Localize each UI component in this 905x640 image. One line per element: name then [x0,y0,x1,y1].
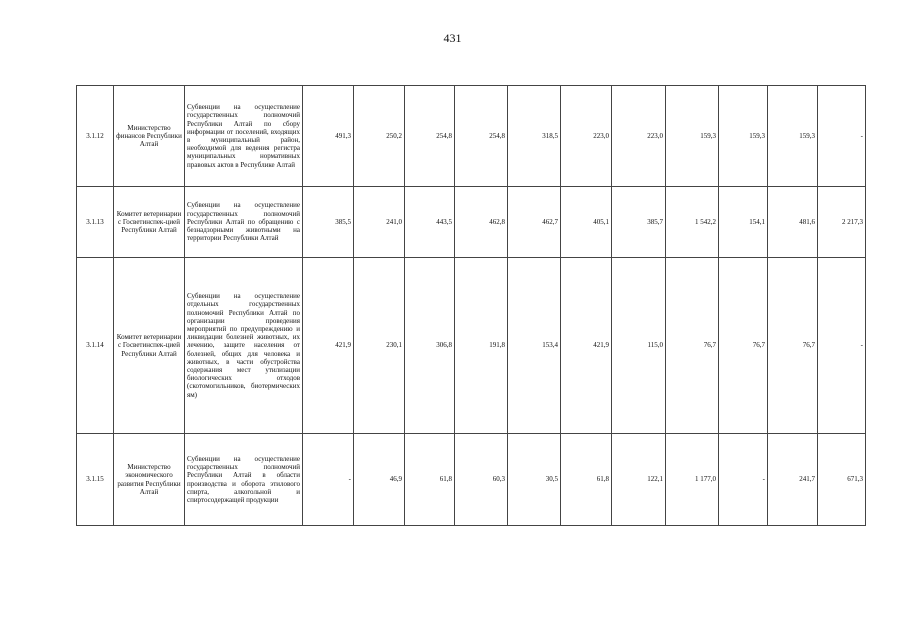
table-row [77,434,866,526]
value-cell: 241,0 [354,187,405,258]
description-cell: Субвенции на осуществление государственных полномочий Республики Алтай в области производства и оборота этилового спирта, алкогольной и спиртосодержащей продукции [185,434,303,526]
value-cell: 223,0 [561,86,612,187]
value-cell: 385,7 [612,187,666,258]
table-row [77,187,866,258]
value-cell: 385,5 [303,187,354,258]
table-row [77,258,866,434]
value-cell: 2 217,3 [818,187,866,258]
row-number: 3.1.12 [77,86,114,187]
organization-cell: Комитет ветеринарии с Госветинспек-цией Республики Алтай [114,258,185,434]
value-cell: 61,8 [405,434,455,526]
value-cell: 154,1 [719,187,768,258]
value-cell: 671,3 [818,434,866,526]
value-cell: 30,5 [508,434,561,526]
value-cell: 191,8 [455,258,508,434]
value-cell: 76,7 [768,258,818,434]
value-cell: 115,0 [612,258,666,434]
value-cell: 159,3 [666,86,719,187]
value-cell: 46,9 [354,434,405,526]
value-cell: 318,5 [508,86,561,187]
value-cell: 1 542,2 [666,187,719,258]
value-cell: 1 177,0 [666,434,719,526]
value-cell: 159,3 [768,86,818,187]
value-cell: - [303,434,354,526]
row-number: 3.1.15 [77,434,114,526]
value-cell: 159,3 [719,86,768,187]
value-cell: 250,2 [354,86,405,187]
value-cell: 241,7 [768,434,818,526]
value-cell: 223,0 [612,86,666,187]
row-number: 3.1.13 [77,187,114,258]
value-cell: 254,8 [455,86,508,187]
description-cell: Субвенции на осуществление отдельных государственных полномочий Республики Алтай по организации проведения мероприятий по предупреждению и ликвидации болезней животных, их лечению, защите населения от болезней, общих для человека и животных, в части обустройства содержания мест утилизации биологических отходов (скотомогильников, биотермических ям) [185,258,303,434]
value-cell: 421,9 [303,258,354,434]
description-cell: Субвенции на осуществление государственных полномочий Республики Алтай по сбору информации от поселений, входящих в муниципальный район, необходимой для ведения регистра муниципальных нормативных правовых актов в Республике Алтай [185,86,303,187]
table-row [77,86,866,187]
description-cell: Субвенции на осуществление государственных полномочий Республики Алтай по обращению с безнадзорными животными на территории Республики Алтай [185,187,303,258]
value-cell: 491,3 [303,86,354,187]
row-number: 3.1.14 [77,258,114,434]
value-cell: 443,5 [405,187,455,258]
value-cell: 76,7 [719,258,768,434]
value-cell: 405,1 [561,187,612,258]
organization-cell: Комитет ветеринарии с Госветинспек-цией Республики Алтай [114,187,185,258]
value-cell: 254,8 [405,86,455,187]
value-cell: - [818,258,866,434]
value-cell: 462,8 [455,187,508,258]
subvention-table [76,85,866,526]
value-cell: 60,3 [455,434,508,526]
value-cell: - [818,86,866,187]
value-cell: 306,8 [405,258,455,434]
value-cell: - [719,434,768,526]
organization-cell: Министерство финансов Республики Алтай [114,86,185,187]
value-cell: 61,8 [561,434,612,526]
value-cell: 230,1 [354,258,405,434]
page-number: 431 [443,31,462,45]
organization-cell: Министерство экономического развития Республики Алтай [114,434,185,526]
value-cell: 76,7 [666,258,719,434]
value-cell: 421,9 [561,258,612,434]
value-cell: 481,6 [768,187,818,258]
value-cell: 462,7 [508,187,561,258]
value-cell: 153,4 [508,258,561,434]
value-cell: 122,1 [612,434,666,526]
